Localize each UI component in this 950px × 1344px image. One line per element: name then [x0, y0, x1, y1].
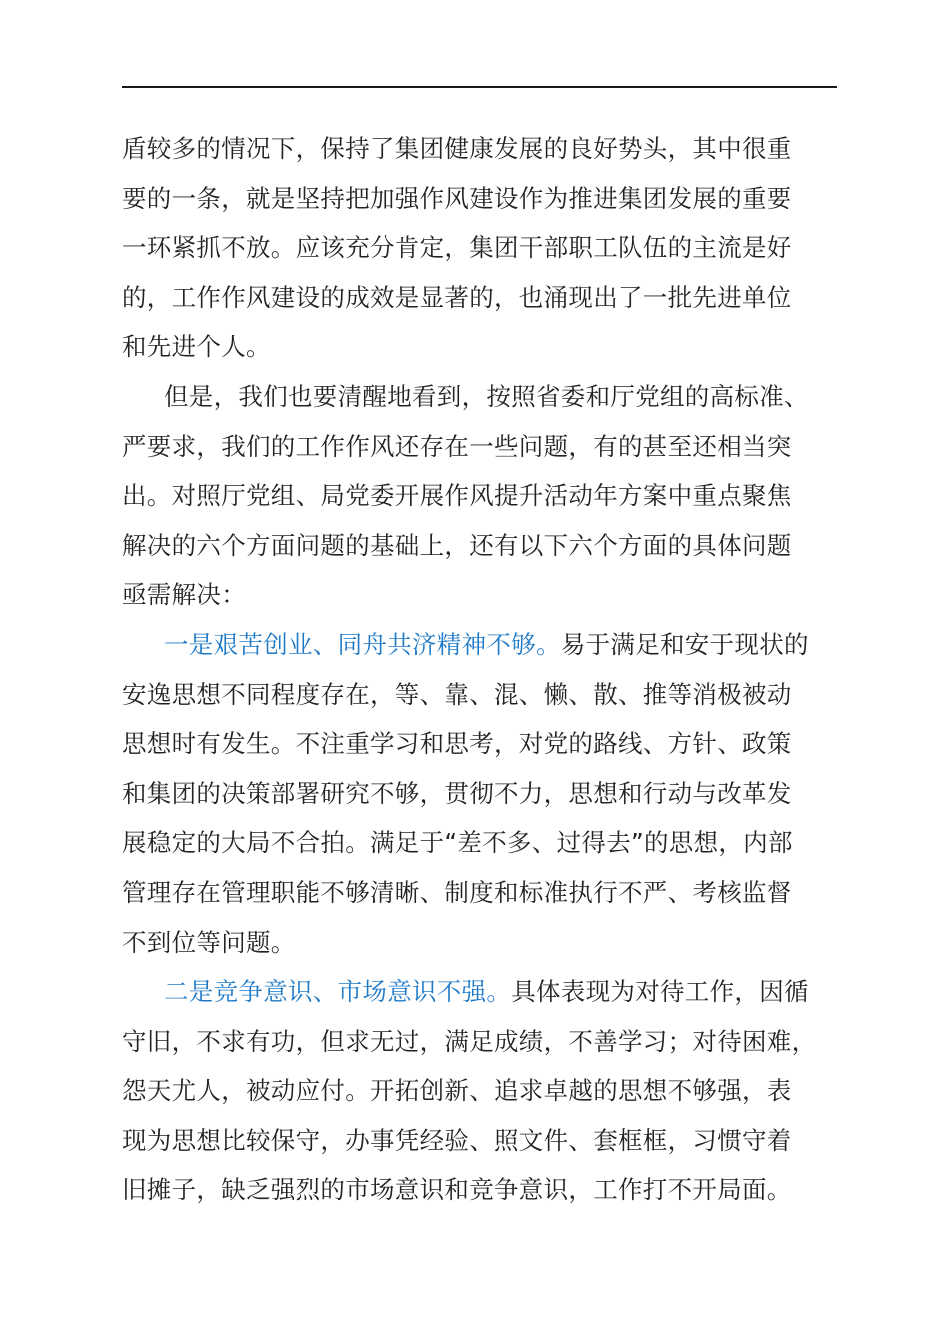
text-line: 和先进个人。	[122, 332, 271, 362]
text-line: 管理存在管理职能不够清晰、制度和标准执行不严、考核监督	[122, 877, 792, 907]
section-heading-1: 一是艰苦创业、同舟共济精神不够。	[164, 629, 561, 659]
text-span: 具体表现为对待工作，因循	[511, 977, 809, 1007]
text-line: 亟需解决：	[122, 580, 246, 610]
text-line: 旧摊子，缺乏强烈的市场意识和竞争意识，工作打不开局面。	[122, 1175, 792, 1205]
text-line: 怨天尤人，被动应付。开拓创新、追求卓越的思想不够强，表	[122, 1076, 792, 1106]
text-line: 解决的六个方面问题的基础上，还有以下六个方面的具体问题	[122, 530, 792, 560]
text-line: 但是，我们也要清醒地看到，按照省委和厅党组的高标准、	[164, 381, 809, 411]
text-line: 守旧，不求有功，但求无过，满足成绩，不善学习；对待困难，	[122, 1026, 817, 1056]
text-line: 出。对照厅党组、局党委开展作风提升活动年方案中重点聚焦	[122, 481, 792, 511]
text-line: 不到位等问题。	[122, 927, 296, 957]
text-line: 现为思想比较保守，办事凭经验、照文件、套框框，习惯守着	[122, 1125, 792, 1155]
text-line: 和集团的决策部署研究不够，贯彻不力，思想和行动与改革发	[122, 778, 792, 808]
text-line: 要的一条，就是坚持把加强作风建设作为推进集团发展的重要	[122, 183, 792, 213]
text-line: 安逸思想不同程度存在，等、靠、混、懒、散、推等消极被动	[122, 679, 792, 709]
text-line	[122, 620, 842, 670]
text-line: 严要求，我们的工作作风还存在一些问题，有的甚至还相当突	[122, 431, 792, 461]
text-line: 展稳定的大局不合拍。满足于“差不多、过得去”的思想，内部	[122, 828, 793, 858]
text-line	[122, 967, 842, 1017]
text-line: 盾较多的情况下，保持了集团健康发展的良好势头，其中很重	[122, 134, 792, 163]
text-line: 思想时有发生。不注重学习和思考，对党的路线、方针、政策	[122, 729, 792, 759]
header-rule	[122, 86, 837, 88]
section-heading-2: 二是竞争意识、市场意识不强。	[164, 977, 512, 1007]
text-span: 易于满足和安于现状的	[560, 629, 809, 659]
text-line: 的，工作作风建设的成效是显著的，也涌现出了一批先进单位	[122, 282, 792, 312]
document-body	[122, 124, 842, 1215]
text-line: 一环紧抓不放。应该充分肯定，集团干部职工队伍的主流是好	[122, 233, 792, 263]
